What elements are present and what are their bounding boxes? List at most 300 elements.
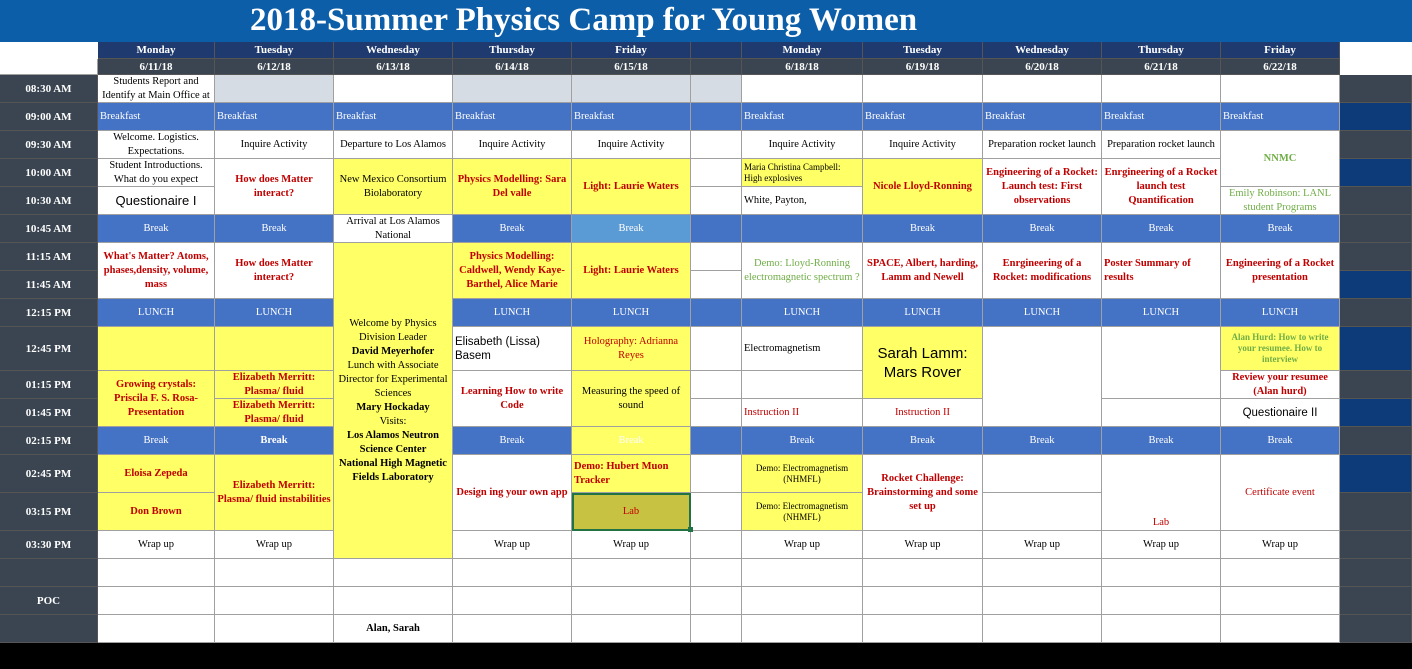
- thu1-breakfast[interactable]: [453, 103, 572, 131]
- header-right[interactable]: [1340, 42, 1412, 75]
- time-label-5-text: 10:45 AM: [25, 222, 72, 235]
- mon1-breakfast[interactable]: [98, 103, 215, 131]
- date-header-1[interactable]: [215, 59, 334, 75]
- spacer-cell-3[interactable]: [691, 159, 742, 187]
- right-stripe-8[interactable]: [1340, 299, 1412, 327]
- thu1-blank-18[interactable]: [453, 615, 572, 643]
- tue1-break[interactable]: [215, 215, 334, 243]
- time-label-3[interactable]: [0, 159, 98, 187]
- fri2-eng-text: Engineering of a Rocket presentation: [1225, 257, 1335, 283]
- mon2-demo1-text: Demo: Electromagnetism (NHMFL): [755, 462, 849, 484]
- time-label-13[interactable]: [0, 455, 98, 493]
- wed1-blank[interactable]: [334, 75, 453, 103]
- thu2-blank-16[interactable]: [1102, 559, 1221, 587]
- wed1-blank16[interactable]: [334, 559, 453, 587]
- wed1-block-line-1: David Meyerhofer: [351, 345, 435, 357]
- mon2-em[interactable]: [742, 327, 863, 371]
- tue1-matter1[interactable]: [215, 159, 334, 215]
- time-label-15-text: 03:30 PM: [25, 538, 72, 551]
- day-header-6-text: Tuesday: [903, 44, 942, 56]
- right-stripe-5[interactable]: [1340, 215, 1412, 243]
- mon1-break[interactable]: [98, 215, 215, 243]
- mon1-lunch[interactable]: [98, 299, 215, 327]
- spacer-cell-13[interactable]: [691, 455, 742, 493]
- spacer-cell-16[interactable]: [691, 559, 742, 587]
- tue2-instruction[interactable]: [863, 399, 983, 427]
- thu2-break[interactable]: [1102, 215, 1221, 243]
- mon2-white[interactable]: [742, 187, 863, 215]
- thu1-break2-text: Break: [499, 434, 525, 446]
- date-header-9[interactable]: [1221, 59, 1340, 75]
- mon2-lunch[interactable]: [742, 299, 863, 327]
- thu2-blank9[interactable]: [1102, 327, 1221, 399]
- fri1-breakfast[interactable]: [572, 103, 691, 131]
- tue1-wrapup[interactable]: [215, 531, 334, 559]
- time-label-11[interactable]: [0, 399, 98, 427]
- fri1-inquire-text: Inquire Activity: [597, 138, 665, 150]
- thu1-blank-16[interactable]: [453, 559, 572, 587]
- right-stripe-12[interactable]: [1340, 427, 1412, 455]
- tue2-rocket-text: Rocket Challenge: Brainstorming and some set up: [867, 472, 978, 512]
- date-header-1-text: 6/12/18: [257, 60, 291, 73]
- fri2-wrapup[interactable]: [1221, 531, 1340, 559]
- thu2-lunch-text: LUNCH: [1142, 306, 1180, 318]
- wed2-blank-18[interactable]: [983, 615, 1102, 643]
- thu2-break2[interactable]: [1102, 427, 1221, 455]
- spacer-cell-10[interactable]: [691, 371, 742, 399]
- thu2-eng1[interactable]: [1102, 159, 1221, 215]
- fri1-break2[interactable]: [572, 427, 691, 455]
- tue1-merritt1[interactable]: [215, 371, 334, 399]
- fill-handle-icon[interactable]: [688, 527, 693, 532]
- fri2-questionaire[interactable]: [1221, 399, 1340, 427]
- tue1-break2[interactable]: [215, 427, 334, 455]
- mon1-breakfast-text: Breakfast: [100, 110, 141, 122]
- date-header-4-text: 6/15/18: [614, 60, 648, 73]
- thu1-lunch[interactable]: [453, 299, 572, 327]
- date-header-6[interactable]: [863, 59, 983, 75]
- thu2-poster-text: Poster Summary of results: [1104, 257, 1191, 283]
- spacer-cell-17[interactable]: [691, 587, 742, 615]
- date-header-3[interactable]: [453, 59, 572, 75]
- tue2-lloyd[interactable]: [863, 159, 983, 215]
- mon1-questionaire-text: Questionaire I: [115, 192, 197, 208]
- wed1-block[interactable]: [334, 243, 453, 559]
- tue1-lunch-text: LUNCH: [255, 306, 293, 318]
- tue2-space[interactable]: [863, 243, 983, 299]
- date-header-5-text: 6/18/18: [785, 60, 819, 73]
- mon2-em-text: Electromagnetism: [744, 342, 821, 354]
- date-header-7[interactable]: [983, 59, 1102, 75]
- day-header-7[interactable]: [983, 42, 1102, 59]
- tue2-lamm[interactable]: [863, 327, 983, 399]
- mon2-blank10[interactable]: [742, 371, 863, 399]
- wed2-blank-16[interactable]: [983, 559, 1102, 587]
- date-header-2[interactable]: [334, 59, 453, 75]
- mon1-intro[interactable]: [98, 159, 215, 187]
- mon2-campbell[interactable]: [742, 159, 863, 187]
- wed1-breakfast[interactable]: [334, 103, 453, 131]
- fri2-review-text: Review your resumee (Alan hurd): [1232, 371, 1328, 397]
- right-stripe-14[interactable]: [1340, 493, 1412, 531]
- spacer-cell-9[interactable]: [691, 327, 742, 371]
- time-label-11-text: 01:45 PM: [25, 406, 72, 419]
- date-header-7-text: 6/20/18: [1025, 60, 1059, 73]
- tue2-inquire[interactable]: [863, 131, 983, 159]
- thu1-break[interactable]: [453, 215, 572, 243]
- fri2-certificate-text: Certificate event: [1245, 486, 1315, 498]
- right-stripe-7[interactable]: [1340, 271, 1412, 299]
- mon1-zepeda[interactable]: [98, 455, 215, 493]
- date-header-8-text: 6/21/18: [1144, 60, 1178, 73]
- mon1-welcome[interactable]: [98, 131, 215, 159]
- thu2-lab[interactable]: [1102, 455, 1221, 531]
- time-label-10[interactable]: [0, 371, 98, 399]
- spacer-cell-8[interactable]: [691, 299, 742, 327]
- tue2-rocket[interactable]: [863, 455, 983, 531]
- spacer-cell-18[interactable]: [691, 615, 742, 643]
- fri1-holography[interactable]: [572, 327, 691, 371]
- right-stripe-4[interactable]: [1340, 187, 1412, 215]
- day-header-8-text: Thursday: [1138, 44, 1184, 56]
- mon1-lunch-text: LUNCH: [137, 306, 175, 318]
- spacer-cell-15[interactable]: [691, 531, 742, 559]
- thu1-inquire-text: Inquire Activity: [478, 138, 546, 150]
- spacer-cell-4[interactable]: [691, 187, 742, 215]
- mon2-inquire-text: Inquire Activity: [768, 138, 836, 150]
- spacer-cell-0[interactable]: [691, 75, 742, 103]
- header-spacer[interactable]: [691, 42, 742, 59]
- time-label-6[interactable]: [0, 243, 98, 271]
- spacer-cell-7[interactable]: [691, 271, 742, 299]
- mon2-lunch-text: LUNCH: [783, 306, 821, 318]
- fri1-blank-16[interactable]: [572, 559, 691, 587]
- tue2-break2-text: Break: [909, 434, 936, 446]
- right-stripe-13[interactable]: [1340, 455, 1412, 493]
- fri2-lunch[interactable]: [1221, 299, 1340, 327]
- fri2-break[interactable]: [1221, 215, 1340, 243]
- thu1-app[interactable]: [453, 455, 572, 531]
- wed2-eng1-text: Engineering of a Rocket: Launch test: First observations: [986, 166, 1098, 206]
- tue2-lunch[interactable]: [863, 299, 983, 327]
- day-header-3[interactable]: [453, 42, 572, 59]
- mon1-blank-18[interactable]: [98, 615, 215, 643]
- tue1-inquire[interactable]: [215, 131, 334, 159]
- wed2-blank13[interactable]: [983, 455, 1102, 493]
- mon2-demo[interactable]: [742, 243, 863, 299]
- right-stripe-18[interactable]: [1340, 615, 1412, 643]
- mon1-wrapup[interactable]: [98, 531, 215, 559]
- tue2-blank-16[interactable]: [863, 559, 983, 587]
- wed2-breakfast[interactable]: [983, 103, 1102, 131]
- right-stripe-10[interactable]: [1340, 371, 1412, 399]
- mon1-report[interactable]: [98, 75, 215, 103]
- header-spacer-date[interactable]: [691, 59, 742, 75]
- fri1-breakfast-text: Breakfast: [574, 110, 615, 122]
- tue1-matter2[interactable]: [215, 243, 334, 299]
- header-corner-date[interactable]: [0, 59, 98, 75]
- tue1-lunch[interactable]: [215, 299, 334, 327]
- wed1-blank17[interactable]: [334, 587, 453, 615]
- mon1-blank-17[interactable]: [98, 587, 215, 615]
- right-stripe-9[interactable]: [1340, 327, 1412, 371]
- fri1-blank-17[interactable]: [572, 587, 691, 615]
- tue2-break[interactable]: [863, 215, 983, 243]
- fri2-breakfast[interactable]: [1221, 103, 1340, 131]
- mon2-inquire[interactable]: [742, 131, 863, 159]
- mon2-wrapup[interactable]: [742, 531, 863, 559]
- fri2-break2[interactable]: [1221, 427, 1340, 455]
- fri1-light2[interactable]: [572, 243, 691, 299]
- mon1-yellow[interactable]: [98, 327, 215, 371]
- day-header-5-text: Monday: [782, 44, 822, 56]
- thu2-breakfast[interactable]: [1102, 103, 1221, 131]
- fri1-inquire[interactable]: [572, 131, 691, 159]
- day-header-6[interactable]: [863, 42, 983, 59]
- tue1-blank-18[interactable]: [215, 615, 334, 643]
- thu1-modelling2-text: Physics Modelling: Caldwell, Wendy Kaye-Barthel, Alice Marie: [459, 250, 565, 290]
- time-label-14-text: 03:15 PM: [25, 505, 72, 518]
- thu2-blank[interactable]: [1102, 75, 1221, 103]
- fri1-lab[interactable]: [572, 493, 691, 531]
- right-stripe-11[interactable]: [1340, 399, 1412, 427]
- wed2-break[interactable]: [983, 215, 1102, 243]
- header-corner[interactable]: [0, 42, 98, 59]
- fri1-break2-text: Break: [618, 434, 644, 446]
- tue1-merritt3-text: Elizabeth Merritt: Plasma/ fluid instabilities: [217, 479, 331, 505]
- spacer-cell-11[interactable]: [691, 399, 742, 427]
- time-label-16[interactable]: [0, 559, 98, 587]
- fri2-emily[interactable]: [1221, 187, 1340, 215]
- day-header-3-text: Thursday: [489, 44, 535, 56]
- mon2-blank-18[interactable]: [742, 615, 863, 643]
- right-stripe-2[interactable]: [1340, 131, 1412, 159]
- day-header-2[interactable]: [334, 42, 453, 59]
- spacer-cell-14[interactable]: [691, 493, 742, 531]
- wed2-blank9[interactable]: [983, 327, 1102, 427]
- spacer-cell-1[interactable]: [691, 103, 742, 131]
- tue2-instruction-text: Instruction II: [894, 406, 951, 418]
- mon2-break2[interactable]: [742, 427, 863, 455]
- wed2-blank-17[interactable]: [983, 587, 1102, 615]
- tue2-inquire-text: Inquire Activity: [889, 138, 956, 150]
- date-header-6-text: 6/19/18: [905, 60, 940, 73]
- mon2-blank-16[interactable]: [742, 559, 863, 587]
- wed2-lunch[interactable]: [983, 299, 1102, 327]
- right-stripe-16[interactable]: [1340, 559, 1412, 587]
- thu1-modelling1[interactable]: [453, 159, 572, 215]
- date-header-8[interactable]: [1102, 59, 1221, 75]
- fri1-holography-text: Holography: Adrianna Reyes: [583, 335, 679, 361]
- time-label-1[interactable]: [0, 103, 98, 131]
- fri2-questionaire-text: Questionaire II: [1242, 406, 1318, 419]
- thu1-blank-17[interactable]: [453, 587, 572, 615]
- thu2-blank-18[interactable]: [1102, 615, 1221, 643]
- wed1-consortium[interactable]: [334, 159, 453, 215]
- fri1-gray[interactable]: [572, 75, 691, 103]
- time-label-7-text: 11:45 AM: [25, 278, 72, 291]
- time-label-2[interactable]: [0, 131, 98, 159]
- tue2-blank-18[interactable]: [863, 615, 983, 643]
- mon2-instruction[interactable]: [742, 399, 863, 427]
- time-label-7[interactable]: [0, 271, 98, 299]
- mon2-break[interactable]: [742, 215, 863, 243]
- time-label-5[interactable]: [0, 215, 98, 243]
- day-header-1[interactable]: [215, 42, 334, 59]
- fri2-eng[interactable]: [1221, 243, 1340, 299]
- fri1-muon[interactable]: [572, 455, 691, 493]
- spacer-cell-2[interactable]: [691, 131, 742, 159]
- mon2-blank[interactable]: [742, 75, 863, 103]
- thu1-break-text: Break: [499, 222, 525, 234]
- thu1-inquire[interactable]: [453, 131, 572, 159]
- mon1-questionaire[interactable]: [98, 187, 215, 215]
- fri2-nnmc[interactable]: [1221, 131, 1340, 187]
- date-header-4[interactable]: [572, 59, 691, 75]
- mon1-brown[interactable]: [98, 493, 215, 531]
- wed1-block-line-2: Lunch with Associate Director for Experimental Sciences: [338, 359, 448, 399]
- thu2-lunch[interactable]: [1102, 299, 1221, 327]
- time-label-12[interactable]: [0, 427, 98, 455]
- tue2-break-text: Break: [909, 222, 936, 234]
- date-header-5[interactable]: [742, 59, 863, 75]
- fri1-sound[interactable]: [572, 371, 691, 427]
- right-stripe-17[interactable]: [1340, 587, 1412, 615]
- fri2-blank[interactable]: [1221, 75, 1340, 103]
- fri2-alan[interactable]: [1221, 327, 1340, 371]
- thu1-modelling2[interactable]: [453, 243, 572, 299]
- mon1-break2[interactable]: [98, 427, 215, 455]
- time-label-0[interactable]: [0, 75, 98, 103]
- thu2-break-text: Break: [1148, 222, 1174, 234]
- tue1-yellow[interactable]: [215, 327, 334, 371]
- tue2-breakfast[interactable]: [863, 103, 983, 131]
- fri2-wrapup-text: Wrap up: [1261, 538, 1299, 550]
- wed2-wrapup[interactable]: [983, 531, 1102, 559]
- mon2-breakfast-text: Breakfast: [744, 110, 785, 122]
- tue1-gray[interactable]: [215, 75, 334, 103]
- tue1-blank-16[interactable]: [215, 559, 334, 587]
- spacer-cell-12[interactable]: [691, 427, 742, 455]
- fri2-review[interactable]: [1221, 371, 1340, 399]
- tue1-blank-17[interactable]: [215, 587, 334, 615]
- tue2-blank[interactable]: [863, 75, 983, 103]
- date-header-2-text: 6/13/18: [376, 60, 410, 73]
- day-header-9-text: Friday: [1264, 44, 1296, 56]
- thu2-break2-text: Break: [1148, 434, 1174, 446]
- day-header-8[interactable]: [1102, 42, 1221, 59]
- mon1-wrapup-text: Wrap up: [137, 538, 175, 550]
- fri2-blank-17[interactable]: [1221, 587, 1340, 615]
- time-label-17[interactable]: [0, 587, 98, 615]
- thu2-blank-17[interactable]: [1102, 587, 1221, 615]
- thu2-prep[interactable]: [1102, 131, 1221, 159]
- wed2-eng2[interactable]: [983, 243, 1102, 299]
- fri2-breakfast-text: Breakfast: [1223, 110, 1264, 122]
- day-header-4-text: Friday: [615, 44, 647, 56]
- tue1-breakfast[interactable]: [215, 103, 334, 131]
- wed2-blank14[interactable]: [983, 493, 1102, 531]
- thu2-poster[interactable]: [1102, 243, 1221, 299]
- thu1-wrapup[interactable]: [453, 531, 572, 559]
- fri2-blank-18[interactable]: [1221, 615, 1340, 643]
- thu1-code[interactable]: [453, 371, 572, 427]
- fri2-certificate[interactable]: [1221, 455, 1340, 531]
- day-header-5[interactable]: [742, 42, 863, 59]
- spacer-cell-5[interactable]: [691, 215, 742, 243]
- mon1-intro-text: Student Introductions. What do you expect: [109, 159, 203, 185]
- thu2-blank11[interactable]: [1102, 399, 1221, 427]
- tue2-breakfast-text: Breakfast: [865, 110, 906, 122]
- wed1-consortium-text: New Mexico Consortium Biolaboratory: [339, 173, 447, 199]
- time-label-18[interactable]: [0, 615, 98, 643]
- tue1-merritt3[interactable]: [215, 455, 334, 531]
- mon2-demo2[interactable]: [742, 493, 863, 531]
- fri2-emily-text: Emily Robinson: LANL student Programs: [1228, 187, 1332, 213]
- mon2-demo1[interactable]: [742, 455, 863, 493]
- tue2-wrapup[interactable]: [863, 531, 983, 559]
- tue1-wrapup-text: Wrap up: [255, 538, 293, 550]
- mon1-blank-16[interactable]: [98, 559, 215, 587]
- time-label-4[interactable]: [0, 187, 98, 215]
- tue2-wrapup-text: Wrap up: [904, 538, 941, 550]
- wed2-eng1[interactable]: [983, 159, 1102, 215]
- time-label-8[interactable]: [0, 299, 98, 327]
- thu1-elisabeth[interactable]: [453, 327, 572, 371]
- right-stripe-15[interactable]: [1340, 531, 1412, 559]
- fri1-lunch[interactable]: [572, 299, 691, 327]
- day-header-9[interactable]: [1221, 42, 1340, 59]
- wed2-break2[interactable]: [983, 427, 1102, 455]
- tue2-break2[interactable]: [863, 427, 983, 455]
- date-header-0[interactable]: [98, 59, 215, 75]
- day-header-4[interactable]: [572, 42, 691, 59]
- wed2-breakfast-text: Breakfast: [985, 110, 1026, 122]
- right-stripe-6[interactable]: [1340, 243, 1412, 271]
- mon2-breakfast[interactable]: [742, 103, 863, 131]
- tue2-blank-17[interactable]: [863, 587, 983, 615]
- tue1-merritt2[interactable]: [215, 399, 334, 427]
- fri2-blank-16[interactable]: [1221, 559, 1340, 587]
- thu2-lab-text: Lab: [1152, 517, 1170, 528]
- time-label-15[interactable]: [0, 531, 98, 559]
- wed1-poc[interactable]: [334, 615, 453, 643]
- wed1-departure[interactable]: [334, 131, 453, 159]
- fri1-lab-text: Lab: [622, 505, 640, 517]
- time-label-14[interactable]: [0, 493, 98, 531]
- spacer-cell-6[interactable]: [691, 243, 742, 271]
- fri1-blank-18[interactable]: [572, 615, 691, 643]
- wed2-prep[interactable]: [983, 131, 1102, 159]
- fri1-wrapup[interactable]: [572, 531, 691, 559]
- mon1-crystals[interactable]: [98, 371, 215, 427]
- right-stripe-0[interactable]: [1340, 75, 1412, 103]
- day-header-0[interactable]: [98, 42, 215, 59]
- day-header-0-text: Monday: [136, 44, 176, 56]
- fri1-break[interactable]: [572, 215, 691, 243]
- time-label-9[interactable]: [0, 327, 98, 371]
- thu1-break2[interactable]: [453, 427, 572, 455]
- mon2-blank-17[interactable]: [742, 587, 863, 615]
- fri1-light1[interactable]: [572, 159, 691, 215]
- mon1-matter[interactable]: [98, 243, 215, 299]
- wed2-blank[interactable]: [983, 75, 1102, 103]
- right-stripe-1[interactable]: [1340, 103, 1412, 131]
- thu2-wrapup[interactable]: [1102, 531, 1221, 559]
- right-stripe-3[interactable]: [1340, 159, 1412, 187]
- wed1-arrival[interactable]: [334, 215, 453, 243]
- thu1-gray[interactable]: [453, 75, 572, 103]
